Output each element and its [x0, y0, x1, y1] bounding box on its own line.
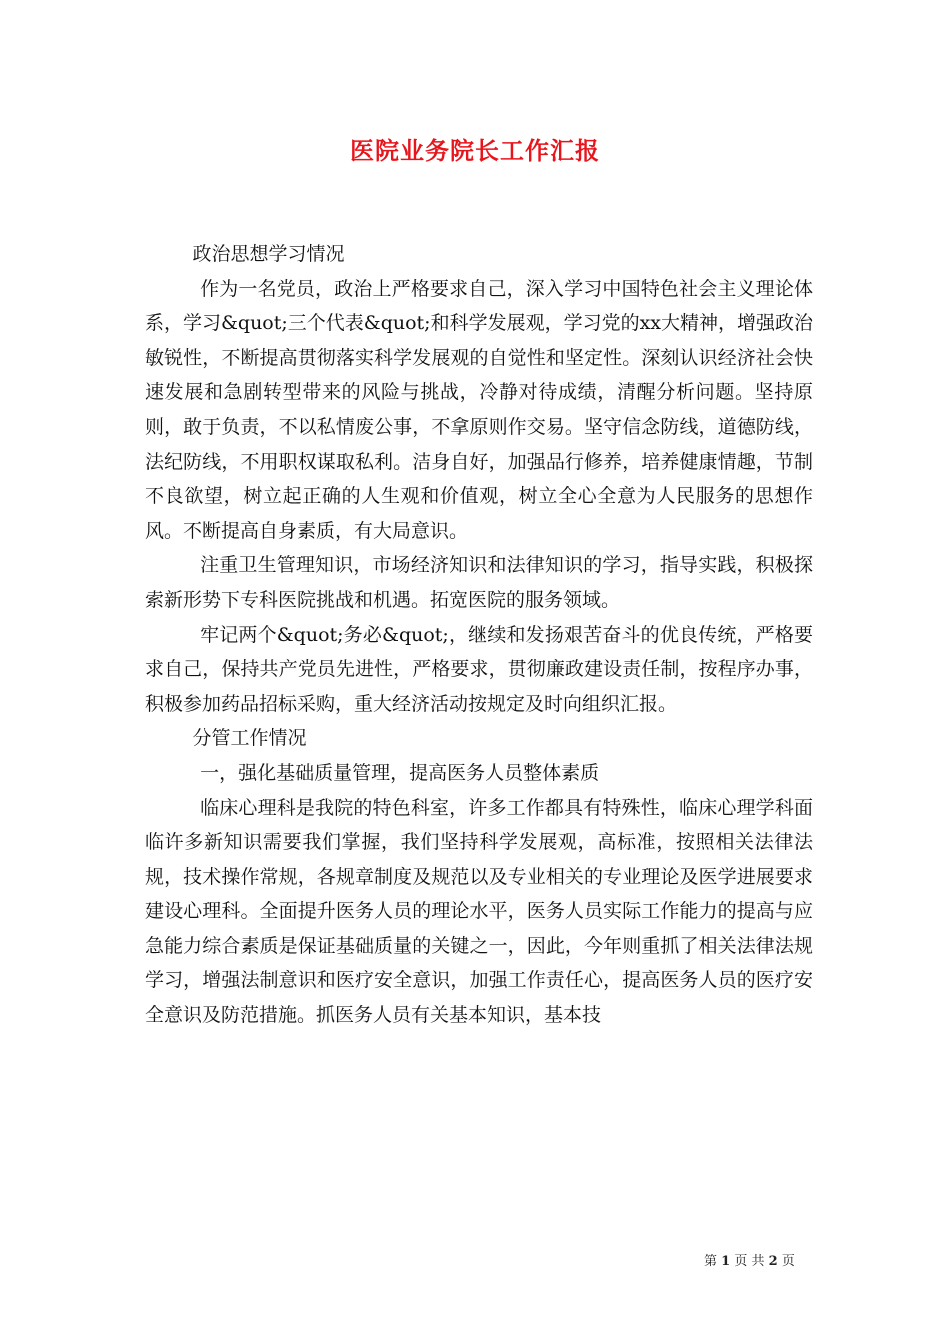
- section-heading-work-status: 分管工作情况: [192, 727, 307, 750]
- footer-middle: 页 共: [734, 1254, 765, 1269]
- section-heading-political-study: 政治思想学习情况: [192, 243, 345, 265]
- paragraph-clinical-psychology: 临床心理科是我院的特色科室，许多工作都具有特殊性，临床心理学科面临许多新知识需要我们掌握，我们坚持科学发展观，高标准，按照相关法律法规，技术操作常规，各规章制度及规范以及专业相关的专业理论及医学进展要求建设心理科。全面提升医务人员的理论水平，医务人员实际工作能力的提高与应急能力综合素质是保证基础质量的关键之一，因此，今年则重抓了相关法律法规学习，增强法制意识和医疗安全意识，加强工作责任心，提高医务人员的医疗安全意识及防范措施。抓医务人员有关基本知识，基本技: [145, 796, 813, 1027]
- document-body: [145, 237, 813, 1033]
- document-title: 医院业务院长工作汇报: [350, 136, 600, 165]
- footer-suffix: 页: [781, 1254, 795, 1269]
- subheading-quality-management: 一，强化基础质量管理，提高医务人员整体素质: [200, 761, 600, 784]
- page-footer: [704, 1250, 795, 1269]
- paragraph-management-knowledge: 注重卫生管理知识，市场经济知识和法律知识的学习，指导实践，积极探索新形势下专科医院挑战和机遇。拓宽医院的服务领域。: [145, 554, 813, 611]
- paragraph-party-member: 作为一名党员，政治上严格要求自己，深入学习中国特色社会主义理论体系，学习&quot;三个代表&quot;和科学发展观，学习党的xx大精神，增强政治敏锐性，不断提高贯彻落实科学发展观的自觉性和坚定性。深刻认识经济社会快速发展和急剧转型带来的风险与挑战，冷静对待成绩，清醒分析问题。坚持原则，敢于负责，不以私情废公事，不拿原则作交易。坚守信念防线，道德防线，法纪防线，不用职权谋取私利。洁身自好，加强品行修养，培养健康情趣，节制不良欲望，树立起正确的人生观和价值观，树立全心全意为人民服务的思想作风。不断提高自身素质，有大局意识。: [145, 277, 814, 542]
- footer-prefix: 第: [704, 1254, 718, 1269]
- paragraph-two-musts: 牢记两个&quot;务必&quot;，继续和发扬艰苦奋斗的优良传统，严格要求自己，保持共产党员先进性，严格要求，贯彻廉政建设责任制，按程序办事，积极参加药品招标采购，重大经济活动按规定及时向组织汇报。: [145, 623, 813, 715]
- footer-total-pages: 2: [768, 1254, 778, 1269]
- footer-current-page: 1: [721, 1254, 731, 1269]
